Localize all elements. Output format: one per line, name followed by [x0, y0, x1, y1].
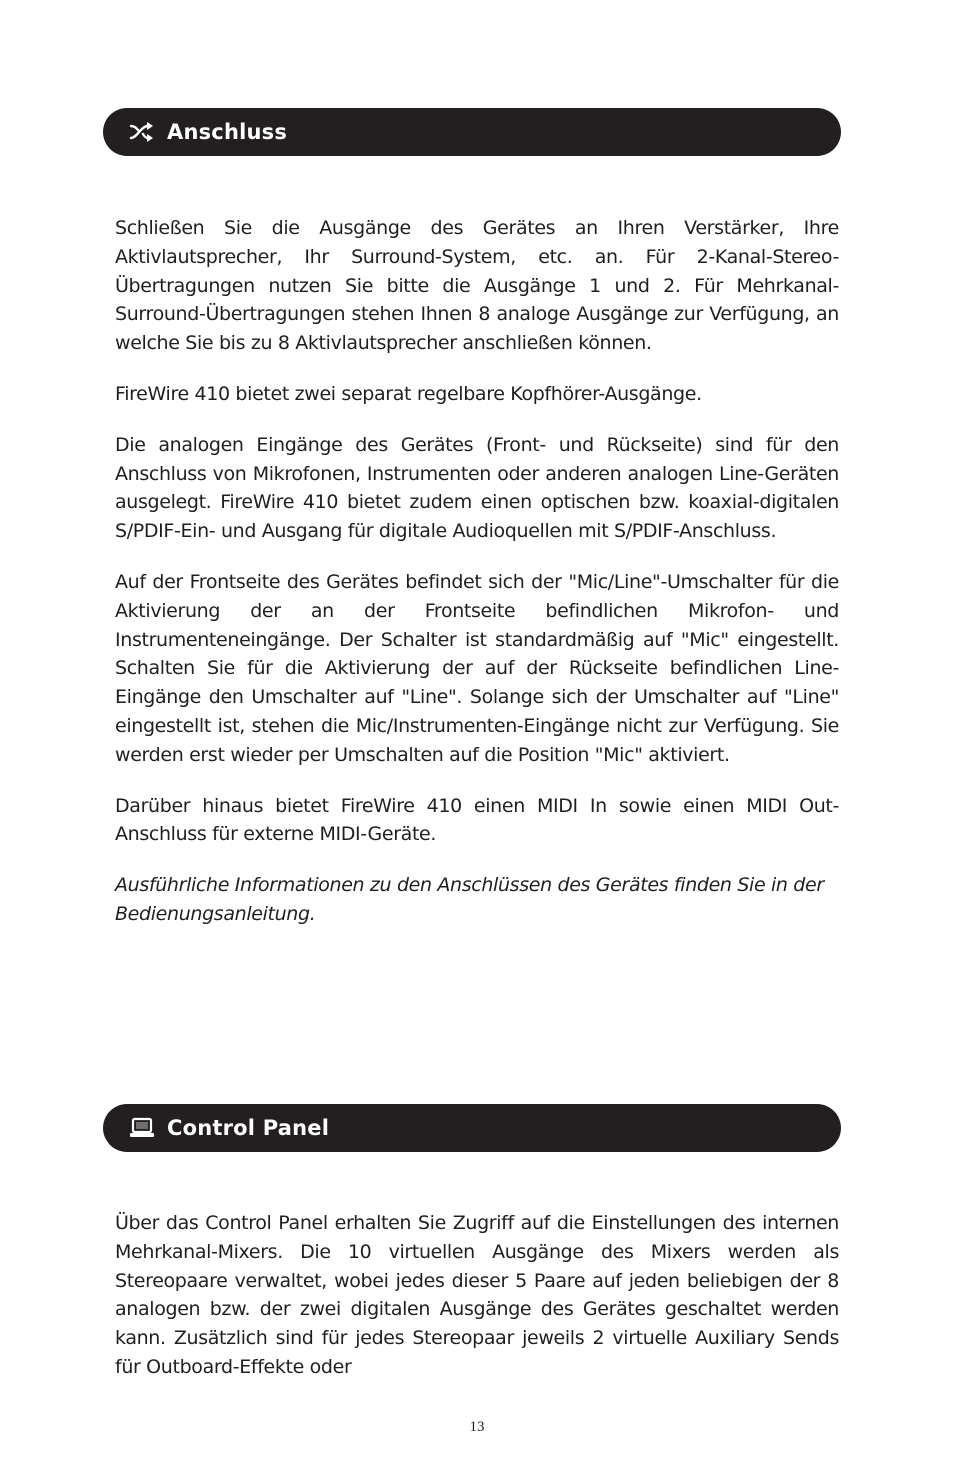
note-paragraph: Ausführliche Informationen zu den Anschlüssen des Gerätes finden Sie in der Bedienungsanleitung.	[115, 874, 824, 925]
paragraph: FireWire 410 bietet zwei separat regelbare Kopfhörer-Ausgänge.	[115, 382, 702, 405]
section-title: Control Panel	[167, 1116, 330, 1140]
paragraph: Darüber hinaus bietet FireWire 410 einen MIDI In sowie einen MIDI Out-Anschluss für externe MIDI-Geräte.	[115, 794, 839, 846]
section-header-control-panel	[103, 1104, 841, 1152]
section-body-anschluss	[115, 214, 839, 951]
paragraph: Die analogen Eingänge des Gerätes (Front- und Rückseite) sind für den Anschluss von Mikrofonen, Instrumenten oder anderen analogen Line-Geräten ausgelegt. FireWire 410 bietet zudem einen optischen bzw. koaxial-digitalen S/PDIF-Ein- und Ausgang für digitale Audioquellen mit S/PDIF-Anschluss.	[115, 433, 839, 543]
laptop-icon	[129, 1117, 155, 1139]
paragraph: Über das Control Panel erhalten Sie Zugriff auf die Einstellungen des internen Mehrkanal-Mixers. Die 10 virtuellen Ausgänge des Mixers werden als Stereopaare verwaltet, wobei jedes dieser 5 Paare auf jeden beliebigen der 8 analogen bzw. der zwei digitalen Ausgänge des Gerätes geschaltet werden kann. Zusätzlich sind für jedes Stereopaar jeweils 2 virtuelle Auxiliary Sends für Outboard-Effekte oder	[115, 1212, 839, 1378]
paragraph: Schließen Sie die Ausgänge des Gerätes an Ihren Verstärker, Ihre Aktivlautsprecher, Ihr Surround-System, etc. an. Für 2-Kanal-Stereo-Übertragungen nutzen Sie bitte die Ausgänge 1 und 2. Für Mehrkanal-Surround-Übertragungen stehen Ihnen 8 analoge Ausgänge zur Verfügung, an welche Sie bis zu 8 Aktivlautsprecher anschließen können.	[115, 217, 839, 355]
paragraph: Auf der Frontseite des Gerätes befindet sich der "Mic/Line"-Umschalter für die Aktivierung der an der Frontseite befindlichen Mikrofon- und Instrumenteneingänge. Der Schalter ist standardmäßig auf "Mic" eingestellt. Schalten Sie für die Aktivierung der auf der Rückseite befindlichen Line-Eingänge den Umschalter auf "Line". Solange sich der Umschalter auf "Line" eingestellt ist, stehen die Mic/Instrumenten-Eingänge nicht zur Verfügung. Sie werden erst wieder per Umschalten auf die Position "Mic" aktiviert.	[115, 570, 839, 766]
section-title: Anschluss	[167, 120, 288, 144]
shuffle-arrows-icon	[129, 121, 155, 143]
section-header-anschluss	[103, 108, 841, 156]
page-number: 13	[469, 1419, 485, 1435]
section-body-control-panel	[115, 1209, 839, 1404]
